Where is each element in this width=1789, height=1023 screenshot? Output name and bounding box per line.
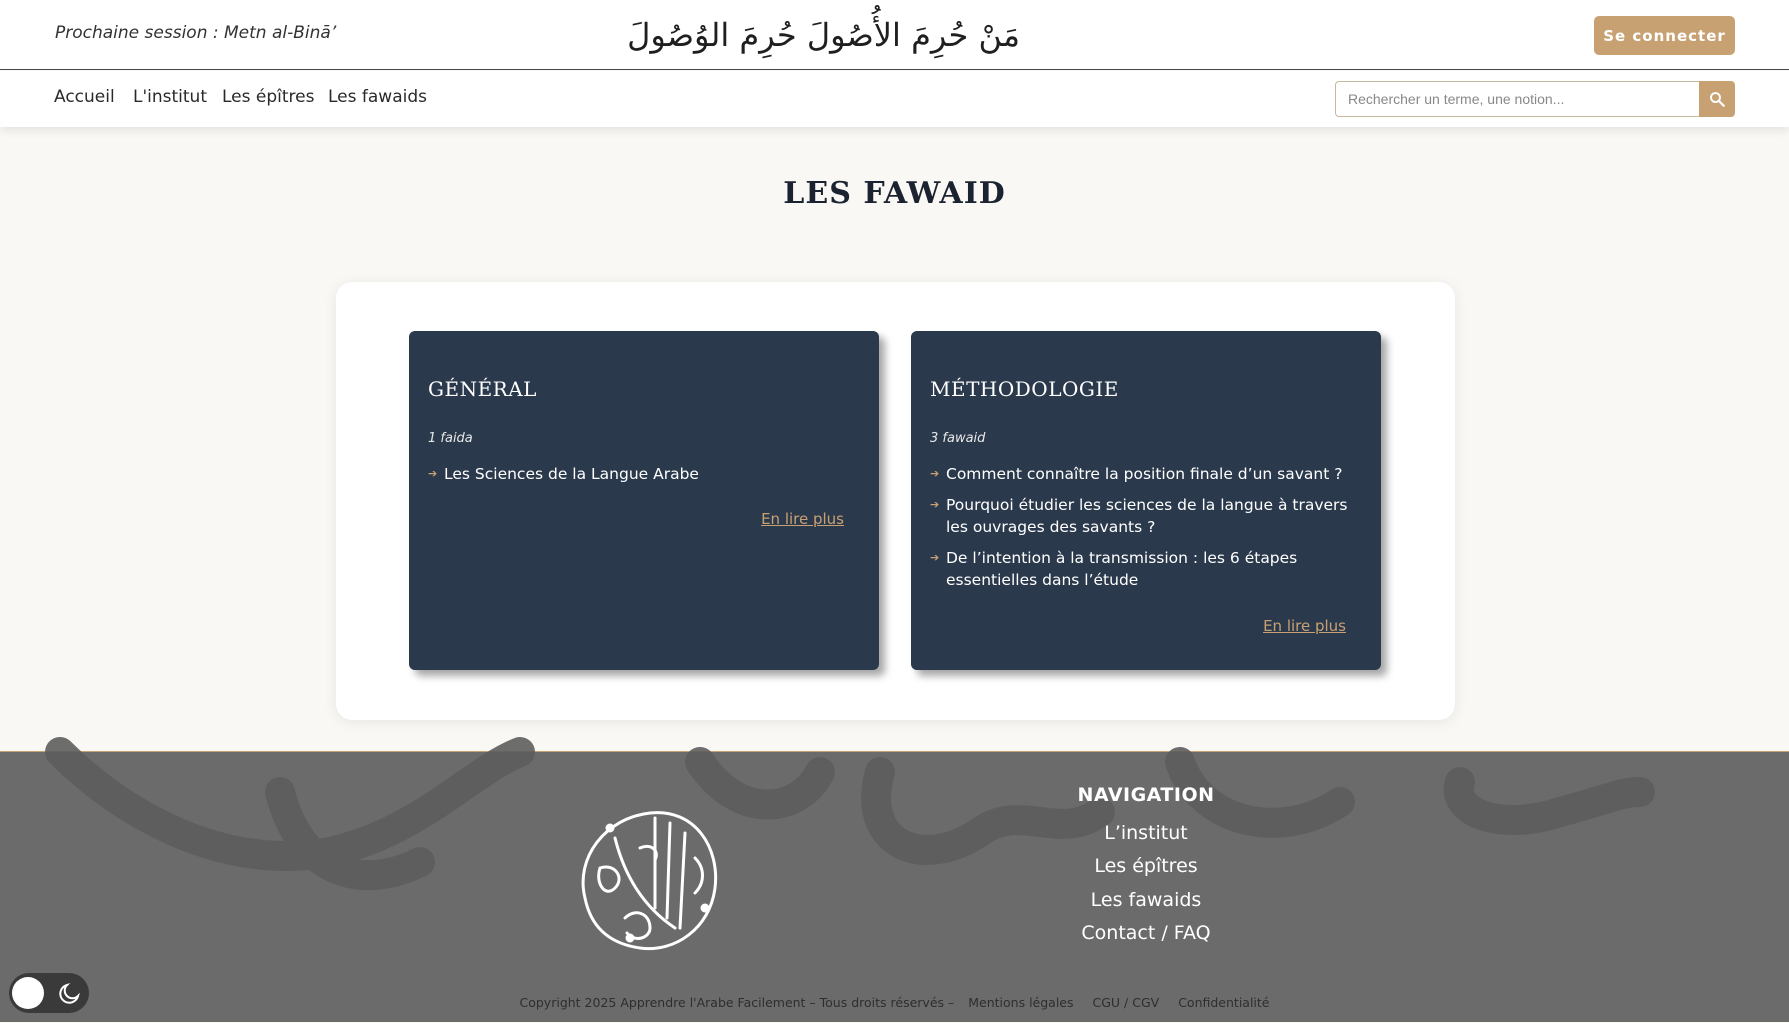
main-nav bbox=[0, 71, 1789, 127]
search-icon bbox=[1708, 90, 1726, 108]
legal-link-confidentialite[interactable]: Confidentialité bbox=[1178, 995, 1270, 1010]
nav-item-institut[interactable]: L'institut bbox=[133, 87, 207, 107]
card-count: 3 fawaid bbox=[930, 431, 986, 446]
arrow-right-icon: ➔ bbox=[930, 551, 940, 564]
legal-link-cgu[interactable]: CGU / CGV bbox=[1092, 995, 1160, 1010]
toggle-knob[interactable] bbox=[12, 977, 44, 1009]
fawaid-container bbox=[336, 282, 1455, 720]
list-item[interactable] bbox=[930, 547, 1360, 591]
read-more-link[interactable]: En lire plus bbox=[761, 510, 844, 528]
footer-link-epitres[interactable]: Les épîtres bbox=[1094, 855, 1198, 877]
page-title: LES FAWAID bbox=[783, 176, 1006, 211]
list-item[interactable] bbox=[428, 463, 858, 485]
nav-item-epitres[interactable]: Les épîtres bbox=[222, 87, 315, 107]
list-item-label: Comment connaître la position finale d’un savant ? bbox=[946, 465, 1343, 483]
nav-item-fawaids[interactable]: Les fawaids bbox=[328, 87, 427, 107]
footer-link-contact[interactable]: Contact / FAQ bbox=[1081, 922, 1211, 944]
category-card-general bbox=[409, 331, 879, 670]
card-title: MÉTHODOLOGIE bbox=[930, 377, 1119, 401]
theme-toggle[interactable] bbox=[9, 973, 89, 1013]
next-session-text: Prochaine session : Metn al-Binā’ bbox=[55, 23, 337, 43]
card-title: GÉNÉRAL bbox=[428, 377, 537, 401]
copyright bbox=[0, 995, 1789, 1010]
list-item-label: Les Sciences de la Langue Arabe bbox=[444, 465, 699, 483]
list-item-label: De l’intention à la transmission : les 6 étapes essentielles dans l’étude bbox=[946, 549, 1298, 589]
calligraphy-background bbox=[0, 752, 1789, 1023]
read-more-link[interactable]: En lire plus bbox=[1263, 617, 1346, 635]
legal-link-mentions[interactable]: Mentions légales bbox=[968, 995, 1074, 1010]
list-item[interactable] bbox=[930, 494, 1360, 538]
footer-link-institut[interactable]: L’institut bbox=[1104, 822, 1188, 844]
arrow-right-icon: ➔ bbox=[930, 498, 940, 511]
login-button[interactable]: Se connecter bbox=[1594, 16, 1735, 55]
list-item-label: Pourquoi étudier les sciences de la langue à travers les ouvrages des savants ? bbox=[946, 496, 1348, 536]
site-logo[interactable]: مَنْ حُرِمَ الأُصُولَ حُرِمَ الوُصُولَ bbox=[627, 16, 1020, 54]
search-button[interactable] bbox=[1699, 81, 1735, 117]
footer-nav-title: NAVIGATION bbox=[1077, 784, 1215, 806]
top-bar bbox=[0, 0, 1789, 70]
footer-link-fawaids[interactable]: Les fawaids bbox=[1090, 889, 1202, 911]
card-count: 1 faida bbox=[428, 431, 473, 446]
search-input[interactable] bbox=[1335, 81, 1700, 117]
footer bbox=[0, 751, 1789, 1022]
calligraphy-logo bbox=[555, 788, 730, 958]
moon-icon bbox=[58, 981, 82, 1005]
copyright-text: Copyright 2025 Apprendre l'Arabe Facilement – Tous droits réservés – bbox=[519, 995, 955, 1010]
arrow-right-icon: ➔ bbox=[428, 467, 438, 480]
list-item[interactable] bbox=[930, 463, 1360, 485]
arrow-right-icon: ➔ bbox=[930, 467, 940, 480]
card-list bbox=[428, 463, 858, 494]
nav-item-accueil[interactable]: Accueil bbox=[54, 87, 115, 107]
category-card-methodologie bbox=[911, 331, 1381, 670]
card-list bbox=[930, 463, 1360, 600]
